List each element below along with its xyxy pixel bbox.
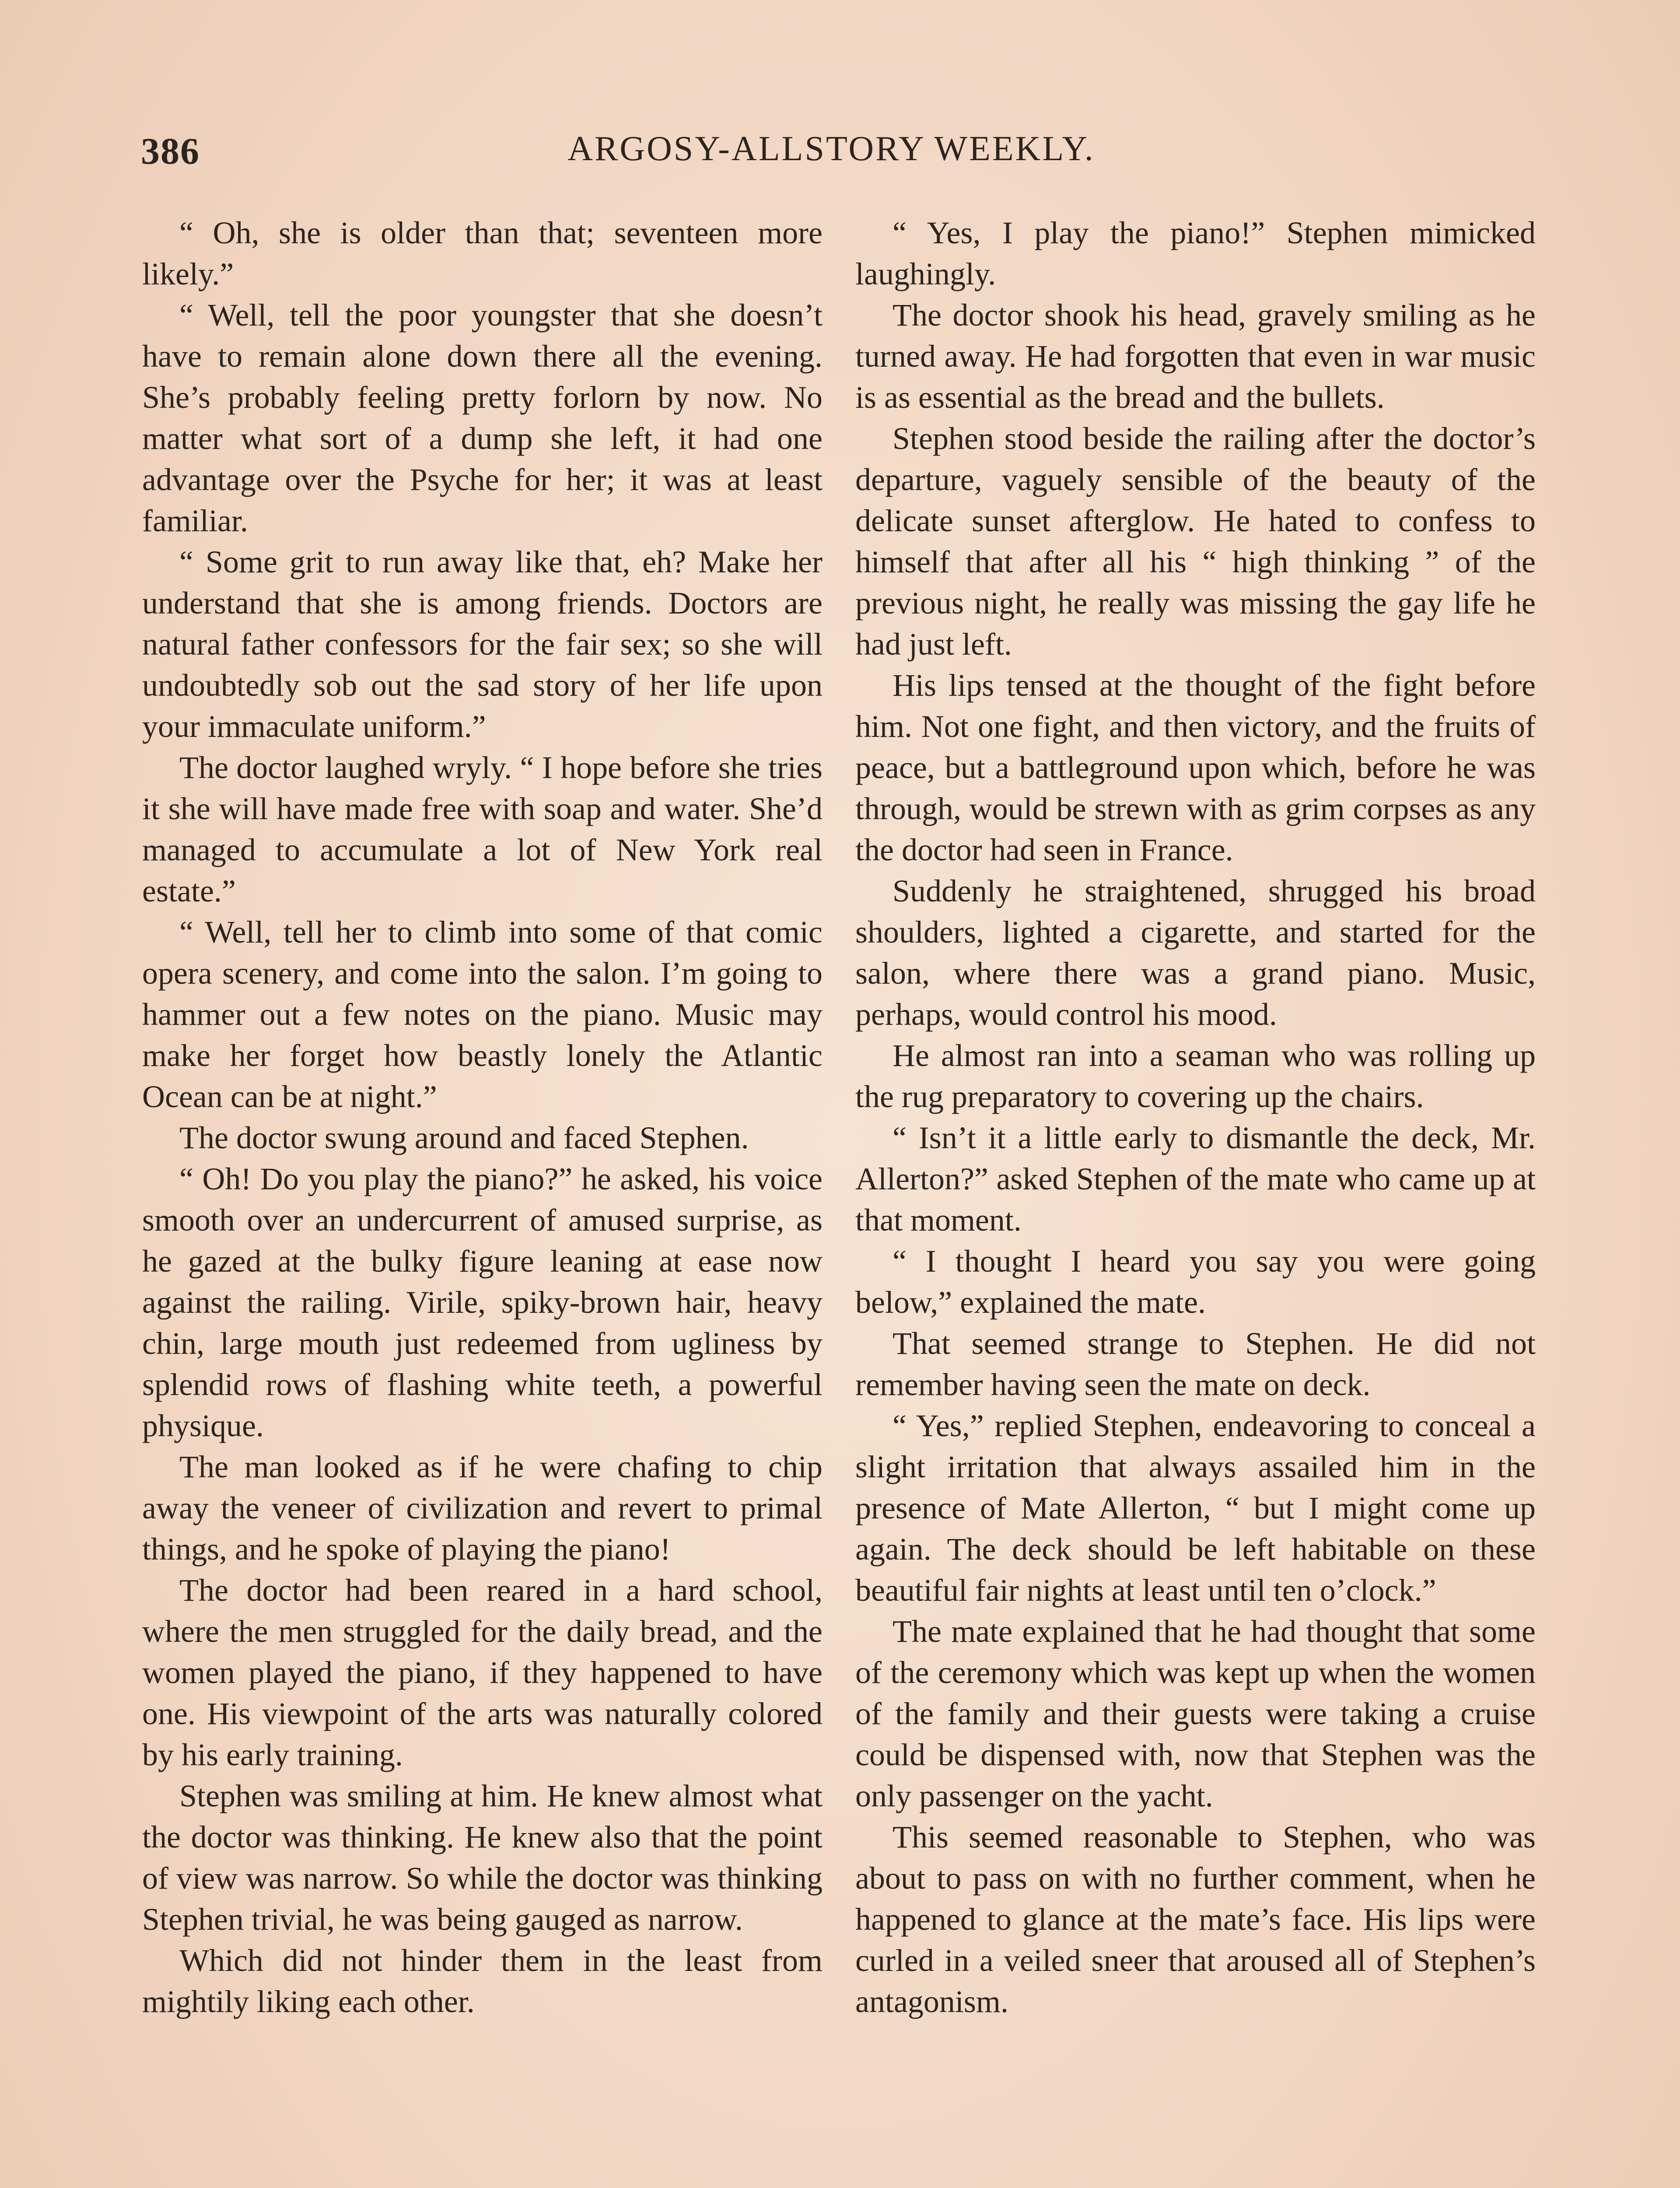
paragraph: The doctor swung around and faced Stephen. [179,1120,749,1155]
paragraph: “ Oh! Do you play the piano?” he asked, his voice smooth over an undercurrent of amused surprise, as he gazed at the bulky figure leaning at ease now against the railing. Virile, spiky-brown hair, heavy chin, large mouth just redeemed from ugliness by splendid rows of flashing white teeth, a powerful physique. [142,1161,822,1443]
left-column [142,212,822,2022]
running-head: ARGOSY-ALLSTORY WEEKLY. [567,130,1095,168]
paragraph: The doctor shook his head, gravely smiling as he turned away. He had forgotten that even in war music is as essential as the bread and the bullets. [855,298,1536,415]
paragraph: “ Yes,” replied Stephen, endeavoring to conceal a slight irritation that always assailed him in the presence of Mate Allerton, “ but I might come up again. The deck should be left habitable on these beautiful fair nights at least until ten o’clock.” [855,1408,1536,1608]
paragraph: The man looked as if he were chafing to chip away the veneer of civilization and revert to primal things, and he spoke of playing the piano! [142,1449,822,1567]
paragraph: This seemed reasonable to Stephen, who was about to pass on with no further comment, when he happened to glance at the mate’s face. His lips were curled in a veiled sneer that aroused all of Stephen’s antagonism. [855,1820,1536,2019]
paragraph: The mate explained that he had thought that some of the ceremony which was kept up when the women of the family and their guests were taking a cruise could be dispensed with, now that Stephen was the only passenger on the yacht. [855,1614,1536,1813]
paragraph: Which did not hinder them in the least from mightily liking each other. [142,1943,822,2019]
paragraph: Suddenly he straightened, shrugged his broad shoulders, lighted a cigarette, and started for the salon, where there was a grand piano. Music, perhaps, would control his mood. [855,873,1536,1032]
paragraph: That seemed strange to Stephen. He did not remember having seen the mate on deck. [855,1326,1536,1402]
paragraph: “ Isn’t it a little early to dismantle the deck, Mr. Allerton?” asked Stephen of the mate who came up at that moment. [855,1120,1536,1238]
paragraph: The doctor laughed wryly. “ I hope before she tries it she will have made free with soap and water. She’d managed to accumulate a lot of New York real estate.” [142,750,822,908]
page-header [131,129,1531,177]
paragraph: The doctor had been reared in a hard school, where the men struggled for the daily bread, and the women played the piano, if they happened to have one. His viewpoint of the arts was naturally colored by his early training. [142,1573,822,1772]
paragraph: “ Well, tell the poor youngster that she doesn’t have to remain alone down there all the evening. She’s probably feeling pretty forlorn by now. No matter what sort of a dump she left, it had one advantage over the Psyche for her; it was at least familiar. [142,298,822,538]
paragraph: “ Well, tell her to climb into some of that comic opera scenery, and come into the salon. I’m going to hammer out a few notes on the piano. Music may make her forget how beastly lonely the Atlantic Ocean can be at night.” [142,915,822,1114]
right-column [855,212,1536,2022]
paragraph: “ Oh, she is older than that; seventeen more likely.” [142,215,822,291]
paragraph: He almost ran into a seaman who was rolling up the rug preparatory to covering up the chairs. [855,1038,1536,1114]
paragraph: His lips tensed at the thought of the fight before him. Not one fight, and then victory, and the fruits of peace, but a battleground upon which, before he was through, would be strewn with as grim corpses as any the doctor had seen in France. [855,668,1536,867]
paragraph: “ I thought I heard you say you were going below,” explained the mate. [855,1244,1536,1320]
paragraph: “ Yes, I play the piano!” Stephen mimicked laughingly. [855,215,1536,291]
page-number: 386 [141,130,200,172]
paragraph: “ Some grit to run away like that, eh? Make her understand that she is among friends. Doctors are natural father confessors for the fair sex; so she will undoubtedly sob out the sad story of her life upon your immaculate uniform.” [142,544,822,744]
paragraph: Stephen stood beside the railing after the doctor’s departure, vaguely sensible of the beauty of the delicate sunset afterglow. He hated to confess to himself that after all his “ high thinking ” of the previous night, he really was missing the gay life he had just left. [855,421,1536,662]
paragraph: Stephen was smiling at him. He knew almost what the doctor was thinking. He knew also that the point of view was narrow. So while the doctor was thinking Stephen trivial, he was being gauged as narrow. [142,1778,822,1937]
